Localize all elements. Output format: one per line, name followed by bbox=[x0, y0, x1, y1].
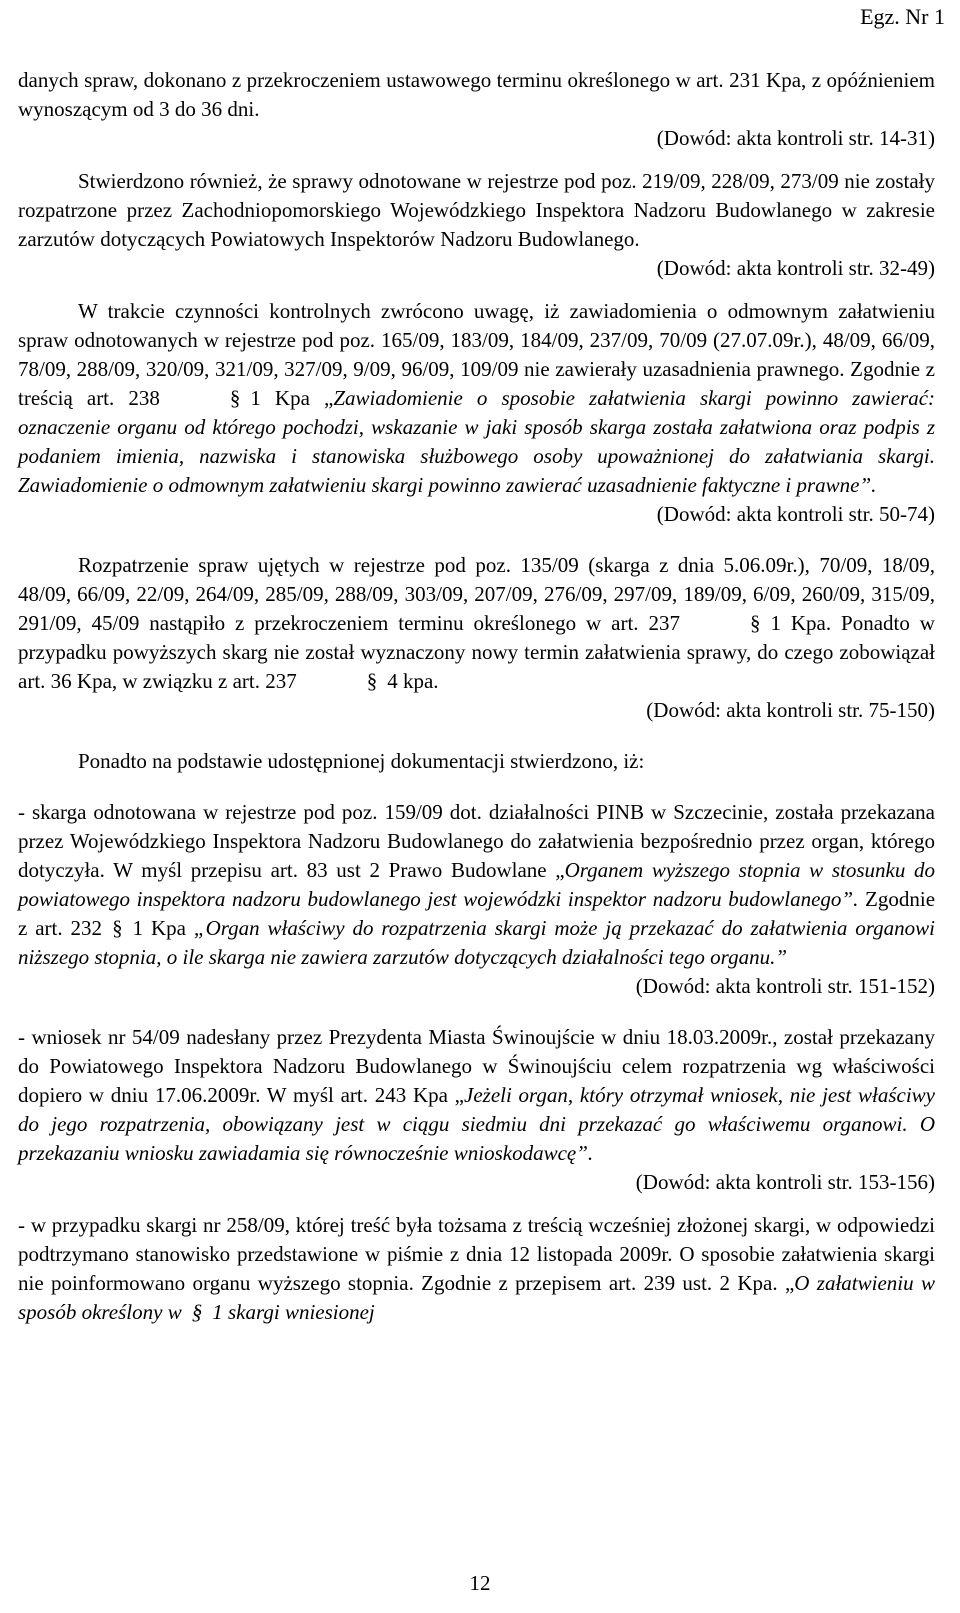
copy-number-header: Egz. Nr 1 bbox=[860, 4, 945, 29]
paragraph-4-text-a: Rozpatrzenie spraw ujętych w rejestrze pod poz. 135/09 (skarga z dnia 5.06.09r.), 70/09, 18/09, 48/09, 66/09, 22/09, 264/09, 285/09, 288/09, 303/09, 207/09, 276/09, 297/09, 189/09, 6/09, 260/09, 315/09, 291/09, 45/09 nastąpiło z przekroczeniem terminu określonego w art. 237 bbox=[18, 553, 935, 635]
paragraph-4 bbox=[18, 551, 935, 696]
section-sign: § bbox=[191, 1300, 203, 1324]
evidence-citation-6: (Dowód: akta kontroli str. 151-152) bbox=[635, 974, 935, 998]
legal-quote-tail: 1 skargi wniesionej bbox=[212, 1300, 375, 1324]
section-sign: § bbox=[366, 669, 378, 693]
paragraph-6-text-c: 1 Kpa bbox=[132, 916, 186, 940]
paragraph-1: danych spraw, dokonano z przekroczeniem ustawowego terminu określonego w art. 231 Kpa, z opóźnieniem wynoszącym od 3 do 36 dni. bbox=[18, 68, 935, 121]
paragraph-7-text-a: - wniosek nr 54/09 nadesłany przez Prezydenta Miasta Świnoujście w dniu 18.03.2009r., został przekazany do Powiatowego Inspektora Nadzoru Budowlanego w Świnoujściu celem rozpatrzenia wg właściwości dopiero w dniu 17.06.2009r. W myśl art. 243 Kpa „ bbox=[18, 1025, 935, 1107]
paragraph-7 bbox=[18, 1023, 935, 1168]
paragraph-8 bbox=[18, 1211, 935, 1327]
section-sign: § bbox=[112, 916, 123, 940]
paragraph-6 bbox=[18, 798, 935, 972]
evidence-citation-3: (Dowód: akta kontroli str. 50-74) bbox=[656, 502, 935, 526]
section-sign: § bbox=[229, 386, 241, 410]
section-sign: § bbox=[749, 611, 761, 635]
paragraph-6-text-a: - skarga odnotowana w rejestrze pod poz. 159/09 dot. działalności PINB w Szczecinie, została przekazana przez Wojewódzkiego Inspektora Nadzoru Budowlanego do załatwienia bezpośrednio przez organ, którego dotyczyła. W myśl przepisu art. 83 ust 2 Prawo Budowlane „ bbox=[18, 800, 935, 882]
evidence-citation-7: (Dowód: akta kontroli str. 153-156) bbox=[635, 1170, 935, 1194]
paragraph-3-text-a: W trakcie czynności kontrolnych zwrócono uwagę, iż zawiadomienia o odmownym załatwieniu spraw odnotowanych w rejestrze pod poz. 165/09, 183/09, 184/09, 237/09, 70/09 (27.07.09r.), 48/09, 66/09, 78/09, 288/09, 320/09, 321/09, 327/09, 9/09, 96/09, 109/09 nie zawierały uzasadnienia prawnego. Zgodnie z treścią art. 238 bbox=[18, 299, 935, 410]
paragraph-3 bbox=[18, 297, 935, 500]
legal-quote: Organem wyższego stopnia w stosunku do powiatowego inspektora nadzoru budowlanego jest wojewódzki inspektor nadzoru budowlanego”. bbox=[18, 858, 935, 911]
legal-quote: O załatwieniu w sposób określony w bbox=[18, 1271, 935, 1324]
paragraph-2: Stwierdzono również, że sprawy odnotowane w rejestrze pod poz. 219/09, 228/09, 273/09 nie zostały rozpatrzone przez Zachodniopomorskiego Wojewódzkiego Inspektora Nadzoru Budowlanego w zakresie zarzutów dotyczących Powiatowych Inspektorów Nadzoru Budowlanego. bbox=[18, 169, 935, 251]
evidence-citation-2: (Dowód: akta kontroli str. 32-49) bbox=[656, 256, 935, 280]
legal-quote: Zawiadomienie o sposobie załatwienia skargi powinno zawierać: oznaczenie organu od którego pochodzi, wskazanie w jaki sposób skarga została załatwiona oraz podpis z podaniem imienia, nazwiska i stanowiska służbowego osoby upoważnionej do załatwiania skargi. Zawiadomienie o odmownym załatwieniu skargi powinno zawierać uzasadnienie faktyczne i prawne”. bbox=[18, 386, 936, 497]
paragraph-5: Ponadto na podstawie udostępnionej dokumentacji stwierdzono, iż: bbox=[78, 749, 645, 773]
document-body bbox=[18, 66, 935, 1327]
legal-quote: Jeżeli organ, który otrzymał wniosek, nie jest właściwy do jego rozpatrzenia, obowiązany jest w ciągu siedmiu dni przekazać go właściwemu organowi. O przekazaniu wniosku zawiadamia się równocześnie wnioskodawcę”. bbox=[18, 1083, 935, 1165]
paragraph-4-text-b: 1 Kpa. Ponadto w przypadku powyższych skarg nie został wyznaczony nowy termin załatwienia sprawy, do czego zobowiązał art. 36 Kpa, w związku z art. 237 bbox=[18, 611, 935, 693]
legal-quote: „Organ właściwy do rozpatrzenia skargi może ją przekazać do załatwienia organowi niższego stopnia, o ile skarga nie zawiera zarzutów dotyczących działalności tego organu.” bbox=[18, 916, 935, 969]
page-number: 12 bbox=[469, 1571, 491, 1595]
paragraph-8-text-a: - w przypadku skargi nr 258/09, której treść była tożsama z treścią wcześniej złożonej skargi, w odpowiedzi podtrzymano stanowisko przedstawione w piśmie z dnia 12 listopada 2009r. O sposobie załatwienia skargi nie poinformowano organu wyższego stopnia. Zgodnie z przepisem art. 239 ust. 2 Kpa. „ bbox=[18, 1213, 935, 1295]
evidence-citation-4: (Dowód: akta kontroli str. 75-150) bbox=[646, 698, 935, 722]
paragraph-6-text-b: Zgodnie z art. 232 bbox=[18, 887, 936, 940]
paragraph-3-text-b: 1 Kpa „ bbox=[250, 386, 334, 410]
paragraph-4-text-c: 4 kpa. bbox=[387, 669, 439, 693]
evidence-citation-1: (Dowód: akta kontroli str. 14-31) bbox=[656, 126, 935, 150]
